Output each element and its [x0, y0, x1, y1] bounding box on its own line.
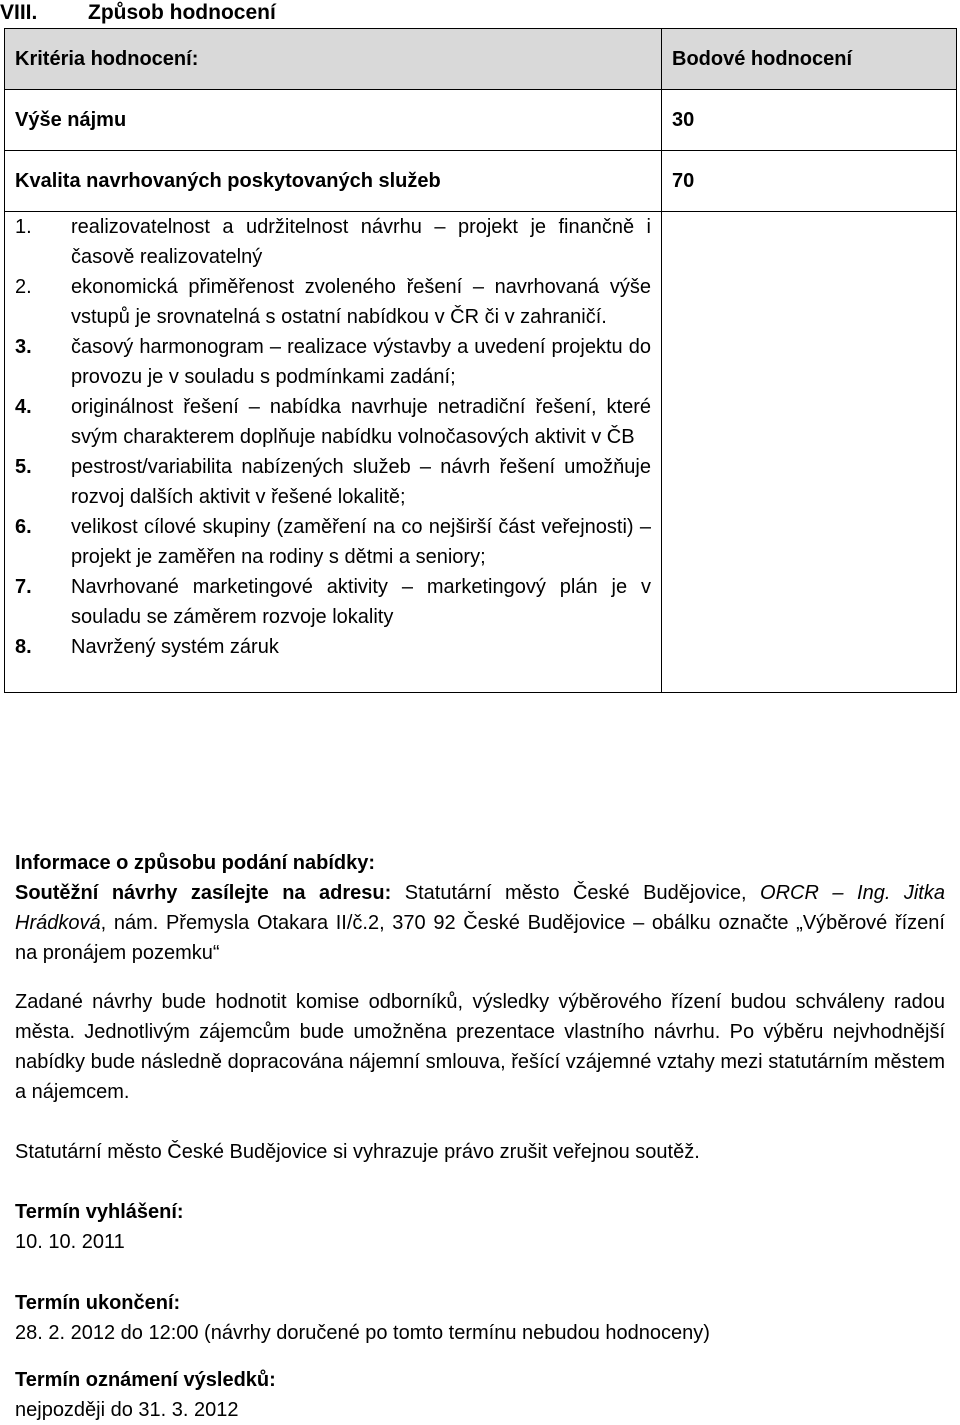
reservation-paragraph: Statutární město České Budějovice si vyhrazuje právo zrušit veřejnou soutěž.: [15, 1141, 700, 1163]
date-value: 10. 10. 2011: [15, 1231, 125, 1253]
date-label: Termín ukončení:: [15, 1292, 181, 1314]
results-date: [15, 1365, 945, 1425]
subcriteria-list: [5, 212, 662, 693]
evaluation-table: [4, 28, 957, 693]
points-header: Bodové hodnocení: [662, 29, 957, 90]
deadline-date: [15, 1288, 945, 1348]
list-item: 7. Navrhované marketingové aktivity – marketingový plán je v souladu se záměrem rozvoje lokality: [15, 576, 651, 628]
table-header-row: [5, 29, 957, 90]
table-row-subcriteria: [5, 212, 957, 693]
criteria-header: Kritéria hodnocení:: [5, 29, 662, 90]
date-label: Termín oznámení výsledků:: [15, 1369, 276, 1391]
evaluation-paragraph: Zadané návrhy bude hodnotit komise odborníků, výsledky výběrového řízení budou schváleny radou města. Jednotlivým zájemcům bude umožněna prezentace vlastního návrhu. Po výběru nejvhodnější nabídky bude následně dopracována nájemní smlouva, řešící vzájemné vztahy mezi statutárním městem a nájemcem.: [15, 991, 945, 1103]
list-item: 2. ekonomická přiměřenost zvoleného řešení – navrhovaná výše vstupů je srovnatelná s ostatní nabídkou v ČR či v zahraničí.: [15, 276, 651, 328]
submission-info: [15, 848, 945, 968]
announcement-date: [15, 1197, 945, 1257]
date-label: Termín vyhlášení:: [15, 1201, 184, 1223]
section-heading: [0, 0, 276, 28]
list-item: 5. pestrost/variabilita nabízených služeb – návrh řešení umožňuje rozvoj dalších aktivit v řešené lokalitě;: [15, 456, 651, 508]
list-item: 1. realizovatelnost a udržitelnost návrhu – projekt je finančně i časově realizovatelný: [15, 216, 651, 268]
date-value: 28. 2. 2012 do 12:00 (návrhy doručené po tomto termínu nebudou hodnoceny): [15, 1322, 710, 1344]
info-title: Informace o způsobu podání nabídky:: [15, 852, 376, 874]
criterion-points: 70: [662, 151, 957, 212]
list-item: 4. originálnost řešení – nabídka navrhuje netradiční řešení, které svým charakterem doplňuje nabídku volnočasových aktivit v ČB: [15, 396, 651, 448]
info-address: Soutěžní návrhy zasílejte na adresu: Statutární město České Budějovice, ORCR – Ing. Jitka Hrádková, nám. Přemysla Otakara II/č.2, 370 92 České Budějovice – obálku označte „Výběrové řízení na pronájem pozemku“: [15, 882, 945, 964]
list-item: 6. velikost cílové skupiny (zaměření na co nejširší část veřejnosti) – projekt je zaměřen na rodiny s dětmi a seniory;: [15, 516, 651, 568]
section-number: VIII.: [0, 1, 38, 24]
date-value: nejpozději do 31. 3. 2012: [15, 1399, 239, 1421]
subcriteria-points-empty: [662, 212, 957, 693]
section-title: Způsob hodnocení: [88, 1, 276, 24]
criterion-points: 30: [662, 90, 957, 151]
criterion-label: Kvalita navrhovaných poskytovaných služeb: [5, 151, 662, 212]
table-row: [5, 90, 957, 151]
table-row: [5, 151, 957, 212]
list-item: 8. Navržený systém záruk: [15, 636, 279, 658]
list-item: 3. časový harmonogram – realizace výstavby a uvedení projektu do provozu je v souladu s podmínkami zadání;: [15, 336, 651, 388]
criterion-label: Výše nájmu: [5, 90, 662, 151]
